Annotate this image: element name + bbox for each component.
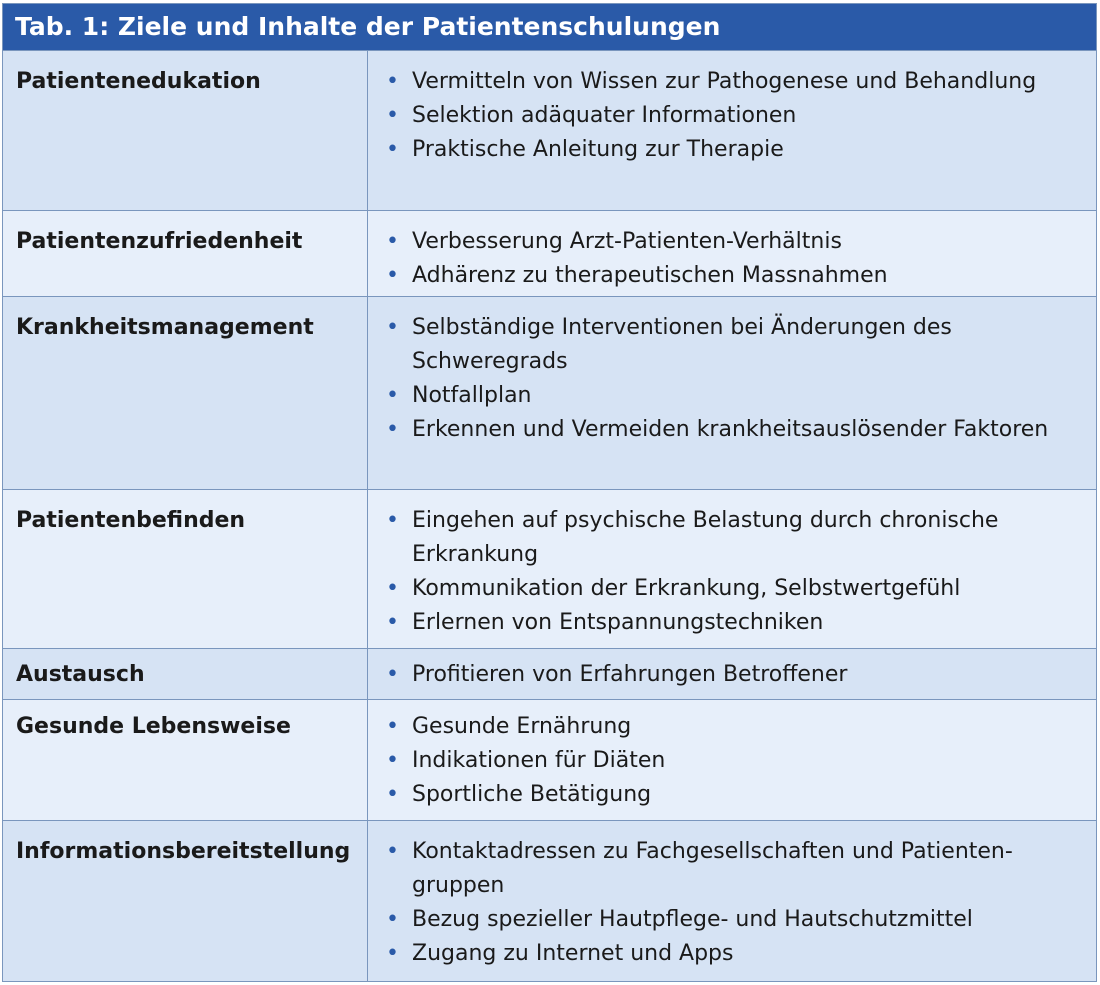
items-cell bbox=[368, 821, 1096, 981]
items-cell bbox=[368, 490, 1096, 648]
category-cell: Gesunde Lebensweise bbox=[3, 700, 368, 820]
item-text: Selektion adäquater Informationen bbox=[412, 103, 797, 128]
list-item bbox=[386, 778, 1096, 812]
list-item bbox=[386, 710, 1096, 744]
bullet-icon: • bbox=[386, 782, 399, 807]
item-text: Zugang zu Internet und Apps bbox=[412, 941, 734, 966]
item-text: Selbständige Interventionen bei Änderungen des Schweregrads bbox=[412, 315, 952, 374]
item-list bbox=[386, 710, 1096, 812]
items-cell bbox=[368, 649, 1096, 699]
category-cell: Patientenzufriedenheit bbox=[3, 211, 368, 296]
item-text: Indikationen für Diäten bbox=[412, 748, 666, 773]
list-item bbox=[386, 606, 1096, 640]
bullet-icon: • bbox=[386, 315, 399, 340]
table-row bbox=[3, 50, 1096, 210]
category-cell: Austausch bbox=[3, 649, 368, 699]
bullet-icon: • bbox=[386, 839, 399, 864]
bullet-icon: • bbox=[386, 662, 399, 687]
item-list bbox=[386, 504, 1096, 640]
item-list bbox=[386, 835, 1096, 971]
item-list bbox=[386, 311, 1096, 447]
table-row bbox=[3, 820, 1096, 981]
item-text: Erlernen von Entspannungstechniken bbox=[412, 610, 824, 635]
item-text: Adhärenz zu therapeutischen Massnahmen bbox=[412, 263, 888, 288]
list-item bbox=[386, 259, 1096, 293]
items-cell bbox=[368, 700, 1096, 820]
table-row bbox=[3, 210, 1096, 296]
item-text: Vermitteln von Wissen zur Pathogenese und Behandlung bbox=[412, 69, 1037, 94]
item-text: Kontaktadressen zu Fachgesellschaften und Patienten-gruppen bbox=[412, 839, 1013, 898]
list-item bbox=[386, 504, 1096, 572]
bullet-icon: • bbox=[386, 907, 399, 932]
list-item bbox=[386, 835, 1096, 903]
table-row bbox=[3, 699, 1096, 820]
category-cell: Krankheitsmanagement bbox=[3, 297, 368, 489]
list-item bbox=[386, 65, 1096, 99]
list-item bbox=[386, 658, 1096, 692]
bullet-icon: • bbox=[386, 576, 399, 601]
item-text: Erkennen und Vermeiden krankheitsauslösender Faktoren bbox=[412, 417, 1049, 442]
bullet-icon: • bbox=[386, 941, 399, 966]
item-text: Eingehen auf psychische Belastung durch chronische Erkrankung bbox=[412, 508, 999, 567]
item-list bbox=[386, 658, 1096, 692]
bullet-icon: • bbox=[386, 383, 399, 408]
category-cell: Informationsbereitstellung bbox=[3, 821, 368, 981]
bullet-icon: • bbox=[386, 508, 399, 533]
item-text: Praktische Anleitung zur Therapie bbox=[412, 137, 784, 162]
list-item bbox=[386, 99, 1096, 133]
item-list bbox=[386, 65, 1096, 167]
bullet-icon: • bbox=[386, 229, 399, 254]
table-row bbox=[3, 648, 1096, 699]
bullet-icon: • bbox=[386, 417, 399, 442]
item-text: Gesunde Ernährung bbox=[412, 714, 632, 739]
category-cell: Patientenbefinden bbox=[3, 490, 368, 648]
items-cell bbox=[368, 211, 1096, 296]
content-table bbox=[2, 3, 1097, 982]
bullet-icon: • bbox=[386, 103, 399, 128]
list-item bbox=[386, 225, 1096, 259]
table-title: Tab. 1: Ziele und Inhalte der Patientenschulungen bbox=[3, 4, 1096, 50]
bullet-icon: • bbox=[386, 263, 399, 288]
item-text: Profitieren von Erfahrungen Betroffener bbox=[412, 662, 848, 687]
category-cell: Patientenedukation bbox=[3, 51, 368, 210]
item-list bbox=[386, 225, 1096, 293]
list-item bbox=[386, 572, 1096, 606]
table-row bbox=[3, 489, 1096, 648]
items-cell bbox=[368, 297, 1096, 489]
bullet-icon: • bbox=[386, 69, 399, 94]
list-item bbox=[386, 413, 1096, 447]
table-row bbox=[3, 296, 1096, 489]
bullet-icon: • bbox=[386, 748, 399, 773]
list-item bbox=[386, 937, 1096, 971]
item-text: Notfallplan bbox=[412, 383, 532, 408]
list-item bbox=[386, 379, 1096, 413]
bullet-icon: • bbox=[386, 714, 399, 739]
list-item bbox=[386, 311, 1096, 379]
list-item bbox=[386, 903, 1096, 937]
list-item bbox=[386, 744, 1096, 778]
list-item bbox=[386, 133, 1096, 167]
bullet-icon: • bbox=[386, 137, 399, 162]
bullet-icon: • bbox=[386, 610, 399, 635]
item-text: Bezug spezieller Hautpflege- und Hautschutzmittel bbox=[412, 907, 973, 932]
item-text: Kommunikation der Erkrankung, Selbstwertgefühl bbox=[412, 576, 961, 601]
item-text: Verbesserung Arzt-Patienten-Verhältnis bbox=[412, 229, 842, 254]
item-text: Sportliche Betätigung bbox=[412, 782, 652, 807]
items-cell bbox=[368, 51, 1096, 210]
